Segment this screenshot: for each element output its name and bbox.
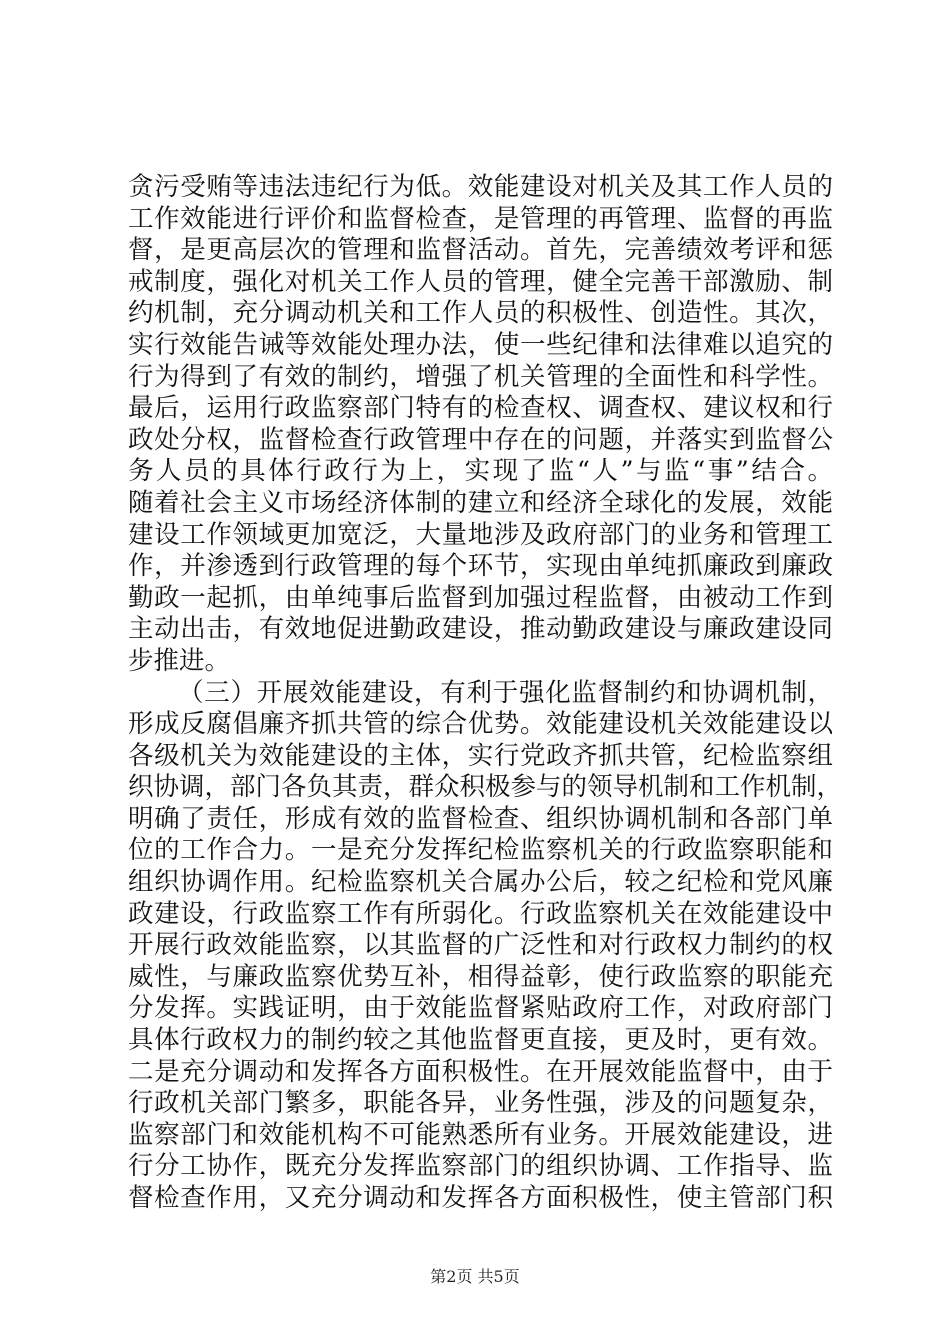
text-line: 工作效能进行评价和监督检查，是管理的再管理、监督的再监 bbox=[128, 203, 833, 234]
text-line: 主动出击，有效地促进勤政建设，推动勤政建设与廉政建设同 bbox=[128, 614, 833, 645]
text-line: 督，是更高层次的管理和监督活动。首先，完善绩效考评和惩 bbox=[128, 235, 833, 266]
text-line: 贪污受贿等违法违纪行为低。效能建设对机关及其工作人员的 bbox=[128, 172, 833, 202]
text-line: 监察部门和效能机构不可能熟悉所有业务。开展效能建设，进 bbox=[128, 1119, 833, 1150]
text-line: 约机制，充分调动机关和工作人员的积极性、创造性。其次， bbox=[128, 298, 833, 329]
text-line: 作，并渗透到行政管理的每个环节，实现由单纯抓廉政到廉政 bbox=[128, 551, 833, 582]
text-line: 务人员的具体行政行为上，实现了监“人”与监“事”结合。 bbox=[128, 456, 833, 487]
text-line: 行分工协作，既充分发挥监察部门的组织协调、工作指导、监 bbox=[128, 1151, 833, 1182]
text-line: 二是充分调动和发挥各方面积极性。在开展效能监督中，由于 bbox=[128, 1056, 833, 1087]
text-line: 各级机关为效能建设的主体，实行党政齐抓共管，纪检监察组 bbox=[128, 740, 833, 771]
text-line: 形成反腐倡廉齐抓共管的综合优势。效能建设机关效能建设以 bbox=[128, 709, 833, 740]
text-line: 督检查作用，又充分调动和发挥各方面积极性，使主管部门积 bbox=[128, 1183, 833, 1213]
text-line: 政处分权，监督检查行政管理中存在的问题，并落实到监督公 bbox=[128, 424, 833, 455]
text-line: 行为得到了有效的制约，增强了机关管理的全面性和科学性。 bbox=[128, 361, 833, 392]
text-line: 实行效能告诫等效能处理办法，使一些纪律和法律难以追究的 bbox=[128, 329, 833, 360]
body-text bbox=[128, 172, 843, 1215]
text-line: 开展行政效能监察，以其监督的广泛性和对行政权力制约的权 bbox=[128, 930, 833, 961]
text-line: 随着社会主义市场经济体制的建立和经济全球化的发展，效能 bbox=[128, 487, 833, 518]
page-number-footer: 第2页 共5页 bbox=[430, 1267, 520, 1286]
text-line: 戒制度，强化对机关工作人员的管理，健全完善干部激励、制 bbox=[128, 266, 833, 297]
text-line: 行政机关部门繁多，职能各异，业务性强，涉及的问题复杂， bbox=[128, 1088, 833, 1119]
text-line: 分发挥。实践证明，由于效能监督紧贴政府工作，对政府部门 bbox=[128, 993, 833, 1024]
text-line: 位的工作合力。一是充分发挥纪检监察机关的行政监察职能和 bbox=[128, 835, 833, 866]
text-line: 具体行政权力的制约较之其他监督更直接，更及时，更有效。 bbox=[128, 1025, 833, 1056]
text-line: 明确了责任，形成有效的监督检查、组织协调机制和各部门单 bbox=[128, 803, 833, 834]
text-line: 政建设，行政监察工作有所弱化。行政监察机关在效能建设中 bbox=[128, 898, 833, 929]
text-line: 步推进。 bbox=[128, 645, 231, 676]
text-line: 织协调，部门各负其责，群众积极参与的领导机制和工作机制， bbox=[128, 772, 843, 803]
text-line: 建设工作领域更加宽泛，大量地涉及政府部门的业务和管理工 bbox=[128, 519, 833, 550]
text-line: 组织协调作用。纪检监察机关合属办公后，较之纪检和党风廉 bbox=[128, 867, 833, 898]
text-line: 勤政一起抓，由单纯事后监督到加强过程监督，由被动工作到 bbox=[128, 582, 833, 613]
section-heading-line: （三）开展效能建设，有利于强化监督制约和协调机制， bbox=[178, 677, 833, 708]
text-line: 最后，运用行政监察部门特有的检查权、调查权、建议权和行 bbox=[128, 393, 833, 424]
text-line: 威性，与廉政监察优势互补，相得益彰，使行政监察的职能充 bbox=[128, 961, 833, 992]
